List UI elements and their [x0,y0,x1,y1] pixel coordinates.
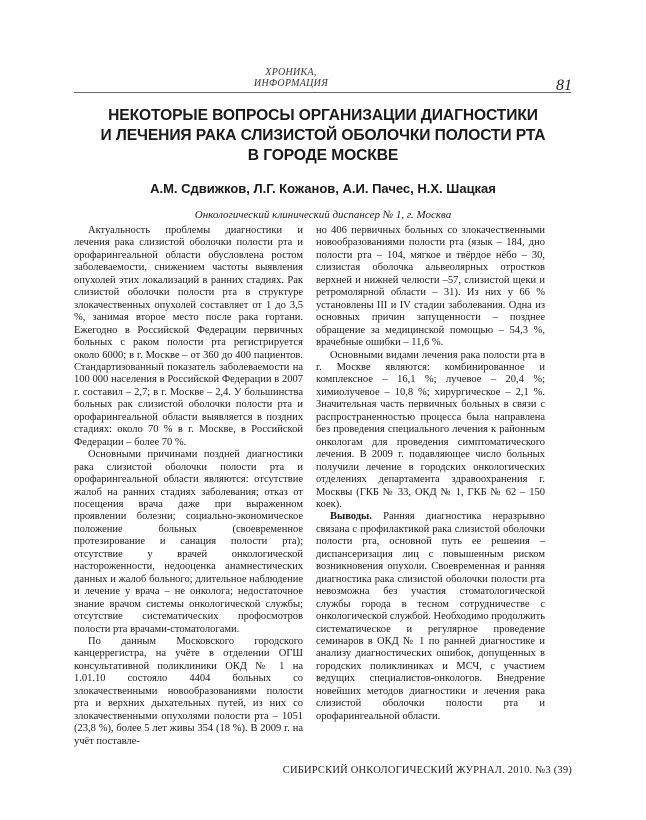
paragraph-treatment: Основными видами лечения рака полости рта в г. Москве являются: комбинированное и комплексное – 16,1 %; лучевое – 20,4 %; химиолучевое – 10,8 %; хирургическое – 2,1 %. Значительная часть первичных больных в связи с распространенностью процесса была направлена без проведения специального лечения к районным онкологам для проведения симптоматического лечения. В 2009 г. подавляющее число больных получили лечение в городских онкологических отделениях департамента здравоохранения г. Москвы (ГКБ № 33, ОКД № 1, ГКБ № 62 – 150 коек). [316,349,545,510]
title-line-3: В ГОРОДЕ МОСКВЕ [247,147,399,164]
paragraph-registry-continued: но 406 первичных больных со злокачественными новообразованиями полости рта (язык – 184, дно полости рта – 104, мягкое и твёрдое нёбо – 30, слизистая оболочка альвеолярных отростков верхней и нижней челюсти –57, слизистой щеки и ретромолярной области – 31). Из них у 66 % установлены III и IV стадии заболевания. Одна из основных причин запущенности – позднее обращение за медицинской помощью – 54,3 %, врачебные ошибки – 11,6 %. [316,225,545,349]
conclusions-text: Ранняя диагностика неразрывно связана с профилактикой рака слизистой оболочки полости рта, основной путь ее решения – диспансеризация лиц с повышенным риском возникновения опухоли. Своевременная и ранняя диагностика рака слизистой оболочки полости рта невозможна без участия стоматологической службы города в тесном сотрудничестве с онкологической службой. Необходимо продолжить систематическое и регулярное проведение семинаров в ОКД № 1 по ранней диагностике и анализу диагностических ошибок, допущенных в городских поликлиниках и МСЧ, с участием ведущих специалистов-онкологов. Внедрение новейших методов диагностики и лечения рака слизистой оболочки полости рта и орофарингеальной области. [316,511,545,722]
left-column [74,225,303,749]
article-title [70,106,576,166]
page-number: 81 [556,77,572,94]
right-column [316,225,545,749]
conclusions-label: Выводы. [330,511,372,523]
title-line-2: И ЛЕЧЕНИЯ РАКА СЛИЗИСТОЙ ОБОЛОЧКИ ПОЛОСТИ РТА [100,127,546,144]
journal-footer: СИБИРСКИЙ ОНКОЛОГИЧЕСКИЙ ЖУРНАЛ. 2010. №3 (39) [282,765,572,776]
header-rule [74,92,571,93]
paragraph-relevance: Актуальность проблемы диагностики и лечения рака слизистой оболочки полости рта и орофарингеальной области обусловлена ростом заболеваемости, снижением частоты выявления опухолей этих локализаций в ранних стадиях. Рак слизистой оболочки полости рта в структуре злокачественных опухолей составляет от 1 до 3,5 %, занимая второе место после рака гортани. Ежегодно в Российской Федерации первичных больных с раком полости рта регистрируется около 6000; в г. Москве – от 360 до 400 пациентов. Стандартизованный показатель заболеваемости на 100 000 населения в Российской Федерации в 2007 г. составил – 2,7; в г. Москве – 2,4. У большинства больных рак слизистой оболочки полости рта и орофарингеальной области выявляется в поздних стадиях: около 70 % в г. Москве, в Российской Федерации – более 70 %. [74,225,303,448]
affiliation: Онкологический клинический диспансер № 1, г. Москва [194,209,452,221]
paragraph-registry: По данным Московского городского канцеррегистра, на учёте в отделении ОГШ консультативной поликлиники ОКД № 1 на 1.01.10 состояло 4404 больных со злокачественными новообразованиями полости рта и верхних дыхательных путей, из них со злокачественными опухолями полости рта – 1051 (23,8 %), более 5 лет живы 354 (18 %). В 2009 г. на учёт поставле- [74,635,303,747]
title-line-1: НЕКОТОРЫЕ ВОПРОСЫ ОРГАНИЗАЦИИ ДИАГНОСТИКИ [108,107,538,124]
paragraph-causes: Основными причинами поздней диагностики рака слизистой оболочки полости рта и орофарингеальной области являются: отсутствие жалоб на ранних стадиях заболевания; отказ от посещения врача даже при выраженном проявлении болезни; социально-экономическое положение больных (своевременное протезирование и санация полости рта); отсутствие у врачей онкологической настороженности, недооценка анамнестических данных и жалоб больного; длительное наблюдение и лечение у врача – не онколога; недостаточное знание врачом системы онкологической службы; отсутствие систематических профосмотров полости рта врачами-стоматологами. [74,449,303,635]
section-header: ХРОНИКА, ИНФОРМАЦИЯ [253,67,329,89]
authors: А.М. Сдвижков, Л.Г. Кожанов, А.И. Пачес, Н.Х. Шацкая [150,181,496,196]
paragraph-conclusions [316,511,545,723]
